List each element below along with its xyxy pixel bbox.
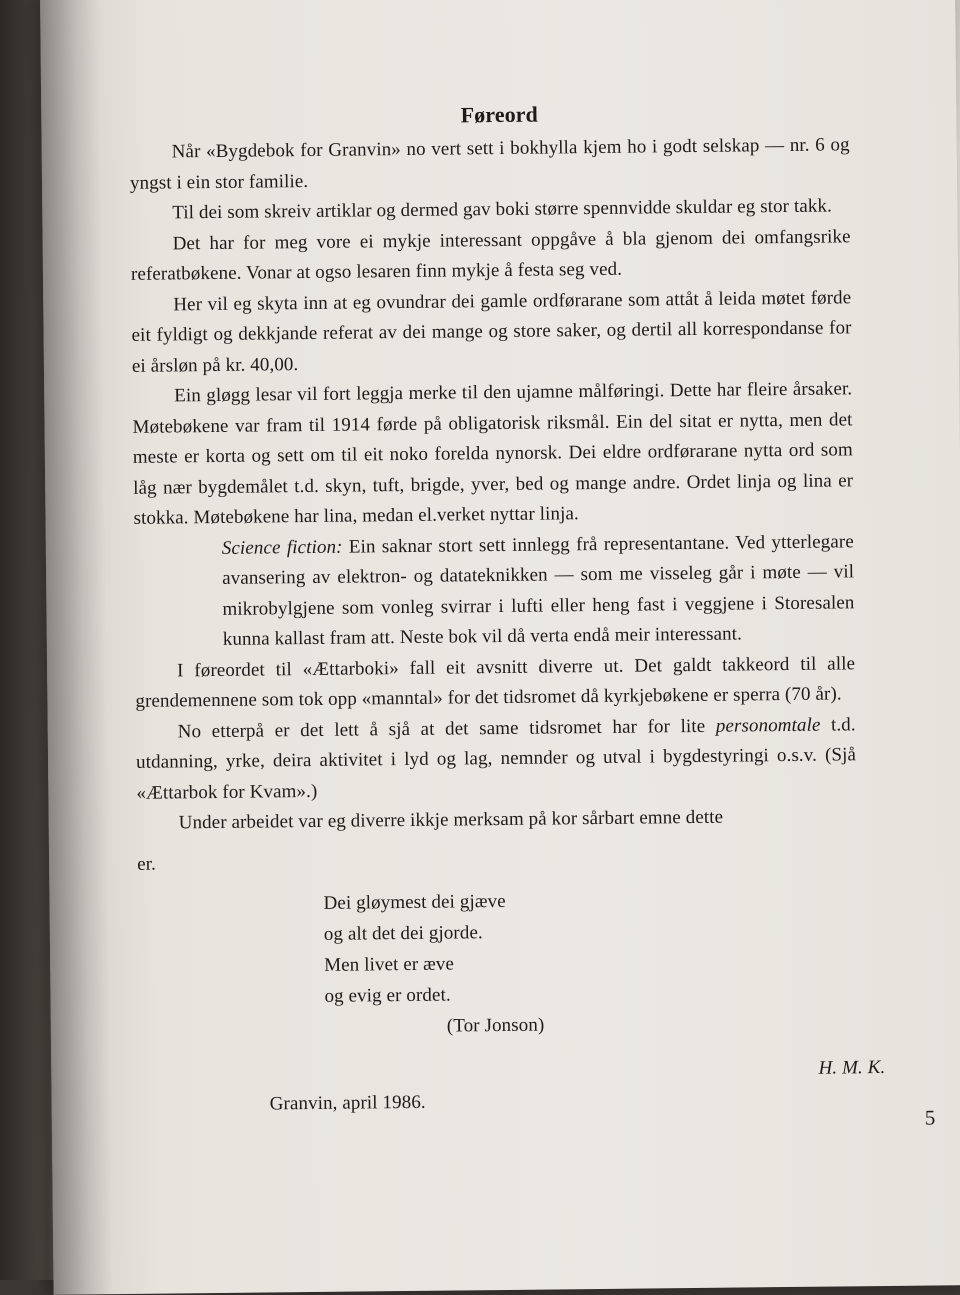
closing-block xyxy=(139,1053,886,1141)
foreword-text xyxy=(129,96,886,1140)
paragraph: Til dei som skreiv artiklar og dermed gav boki større spennvidde skuldar eg stor takk. xyxy=(172,195,832,224)
paragraph-text: t.d. utdanning, yrke, deira aktivitet i lyd og lag, nemnder og utval i bygdestyringi o.s.v. (Sjå «Ættarbok for Kvam».) xyxy=(135,713,857,804)
science-fiction-text: Ein saknar stort sett innlegg frå representantane. Ved ytterlegare avansering av elektron- og datateknikken — som me visseleg går i møte — vil mikrobylgjene som vonleg svirrar i lufti eller heng fast i veggjene i Storesalen kunna kallast fram att. Neste bok vil då verta endå meir interessant. xyxy=(222,530,855,650)
place-date: Granvin, april 1986. xyxy=(269,1091,426,1115)
paragraph: Ein gløgg lesar vil fort leggja merke til den ujamne målføringi. Dette har fleire årsaker. Møtebøkene var fram til 1914 førde på obligatorisk riksmål. Ein del sitat er nytta, men det meste er korta og sett om til eit noko forelda nynorsk. Dei eldre ordførarane nytta ord som låg nær bygdemålet t.d. skyn, tuft, brigde, yver, bed og mange andre. Ordet linja og lina er stokka. Møtebøkene har lina, medan el.verket nyttar linja. xyxy=(132,378,854,529)
paragraph: Her vil eg skyta inn at eg ovundrar dei gamle ordførarane som attåt å leida møtet førde eit fyldigt og dekkjande referat av dei mange og store saker, og dertil all korrespondanse for ei årsløn på kr. 40,00. xyxy=(131,286,852,377)
poem-line: Men livet er æve xyxy=(324,953,455,976)
emphasis-text: personomtale xyxy=(715,714,821,737)
poem-author: (Tor Jonson) xyxy=(446,1014,545,1037)
author-initials: H. M. K. xyxy=(818,1056,886,1079)
book-page xyxy=(40,0,960,1295)
paragraph: Det har for meg vore ei mykje interessant oppgåve å bla gjenom dei omfangsrike referatbøkene. Vonar at ogso lesaren finn mykje å festa seg ved. xyxy=(130,225,851,285)
poem xyxy=(323,882,859,1043)
poem-line: og evig er ordet. xyxy=(324,984,451,1007)
page-number: 5 xyxy=(924,1105,936,1130)
personomtale-paragraph xyxy=(136,710,857,809)
page-title: Føreord xyxy=(460,101,539,128)
science-fiction-paragraph xyxy=(222,527,855,656)
paragraph: I føreordet til «Ættarboki» fall eit avsnitt diverre ut. Det galdt takkeord til alle grendemennene som tok opp «manntal» for det tidsromet då kyrkjebøkene er sperra (70 år). xyxy=(135,652,856,712)
page-gutter-shadow xyxy=(40,0,114,1295)
poem-line: og alt det dei gjorde. xyxy=(323,922,483,945)
final-paragraph: Under arbeidet var eg diverre ikkje merksam på kor sårbart emne dette xyxy=(178,806,724,834)
paragraph-text: No etterpå er det lett å sjå at det same tidsromet har for lite xyxy=(177,715,716,742)
poem-line: Dei gløymest dei gjæve xyxy=(323,890,506,914)
final-paragraph-tail: er. xyxy=(137,853,157,875)
science-fiction-label: Science fiction: xyxy=(221,536,343,559)
paragraph: Når «Bygdebok for Granvin» no vert sett i bokhylla kjem ho i godt selskap — nr. 6 og yngst i ein stor familie. xyxy=(129,134,850,194)
